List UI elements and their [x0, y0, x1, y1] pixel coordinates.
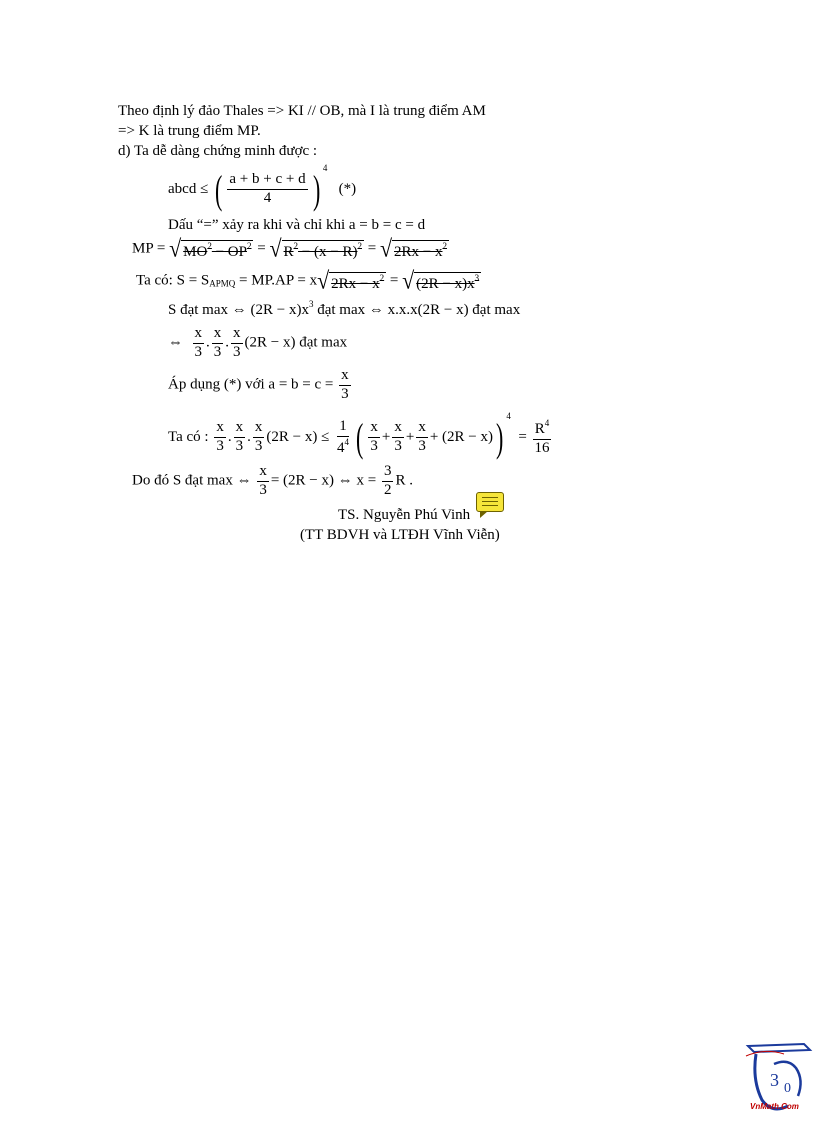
equivalence-line: ⇔ $\frac{x}{3}$ . $\frac{x}{3}$ . $\frac{x}{3}$ (2R − x) đạt max [168, 325, 348, 360]
abcd-fraction: $\frac{a + b + c + d}{4}$ [229, 171, 306, 207]
text-line-2: => K là trung điểm MP. [118, 123, 261, 139]
abcd-inequality: abcd ≤ ( $\frac{a + b + c + d}{4}$ ) $^4$ (*) [168, 163, 357, 212]
mp-formula: MP = √ $MO^2 - OP^2$ = √ $R^2 - (x - R)^2$ = √ $2Rx - x^2$ [132, 234, 447, 263]
apply-line: Áp dụng (*) với a = b = c = $\frac{x}{3}$ [168, 367, 349, 402]
abcd-tag: (*) [338, 181, 357, 197]
area-formula: Ta có: $S = S_{APMQ} = MP.AP = x$ √ $2Rx - x^2$ = √ $(2R - x)x^3$ [136, 266, 480, 295]
comment-note-icon[interactable] [476, 492, 504, 512]
text-line-1: Theo định lý đảo Thales => KI // OB, mà I là trung điểm AM [118, 103, 486, 119]
svg-text:3: 3 [770, 1070, 779, 1090]
abcd-lhs: abcd ≤ [168, 181, 209, 197]
text-line-3: d) Ta dễ dàng chứng minh được : [118, 143, 318, 159]
conclusion-line: Do đó S đạt max ⇔ $\frac{x}{3}$ = (2R − x) ⇔ x = $\frac{3}{2}$ R . [132, 463, 413, 498]
author-organization: (TT BDVH và LTĐH Vĩnh Viễn) [300, 527, 500, 543]
author-name: TS. Nguyễn Phú Vinh [338, 507, 471, 523]
smax-line: S đạt max ⇔ $(2R - x)x^3$ đạt max ⇔ x.x.x(2R − x) đạt max [168, 299, 521, 318]
logo-text: VnMath.Com [750, 1102, 799, 1111]
equality-condition: Dấu “=” xảy ra khi và chỉ khi a = b = c = d [168, 217, 426, 233]
am-gm-line: Ta có : $\frac{x}{3}$ . $\frac{x}{3}$ . $\frac{x}{3}$ (2R − x) ≤ $\frac{1}{4^4}$ ( $\frac{x}{3}$ + $\frac{x}{3}$ + $\frac{x}{3}$ + (2R − x)) $^4$ = $\frac{R^4}{16}$ [168, 411, 550, 460]
svg-text:0: 0 [784, 1081, 791, 1096]
vnmath-logo-icon [744, 1040, 816, 1118]
